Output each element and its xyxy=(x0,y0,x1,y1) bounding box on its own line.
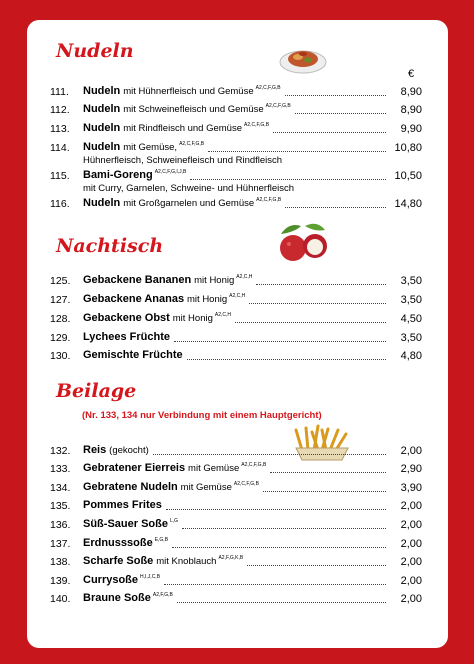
item-price: 2,00 xyxy=(400,445,422,457)
item-price: 9,90 xyxy=(400,123,422,135)
dot-leader xyxy=(182,528,386,529)
item-name: Braune Soße xyxy=(83,592,151,604)
dot-leader xyxy=(166,509,386,510)
dot-leader xyxy=(187,359,386,360)
menu-item xyxy=(50,535,422,553)
menu-item xyxy=(50,553,422,571)
menu-item xyxy=(50,291,422,309)
item-number: 139. xyxy=(50,575,71,587)
item-price: 4,80 xyxy=(400,350,422,362)
allergen-codes: H,I,J,C,B xyxy=(140,574,161,580)
allergen-codes: A2,C,F,G,B xyxy=(256,197,282,203)
item-name: Nudeln xyxy=(83,85,121,97)
item-description-line2: mit Curry, Garnelen, Schweine- und Hühnerfleisch xyxy=(83,183,295,194)
dot-leader xyxy=(256,284,386,285)
item-description: mit Großgarnelen und Gemüse xyxy=(123,198,255,209)
item-name: Gebackene Obst xyxy=(83,312,170,324)
beilage-note: (Nr. 133, 134 nur Verbindung mit einem Hauptgericht) xyxy=(82,410,322,421)
item-price: 10,80 xyxy=(394,142,422,154)
item-text xyxy=(83,293,245,305)
item-description: mit Schweinefleisch und Gemüse xyxy=(123,104,264,115)
allergen-codes: A2,C,F,G,B xyxy=(265,103,291,109)
item-price: 3,90 xyxy=(400,482,422,494)
item-price: 3,50 xyxy=(400,275,422,287)
menu-item xyxy=(50,120,422,138)
menu-item xyxy=(50,101,422,119)
item-text xyxy=(83,197,281,209)
item-number: 113. xyxy=(50,123,70,135)
item-number: 130. xyxy=(50,350,71,362)
item-name: Erdnusssoße xyxy=(83,537,153,549)
item-price: 2,00 xyxy=(400,519,422,531)
item-text xyxy=(83,169,186,181)
dot-leader xyxy=(273,132,386,133)
item-text xyxy=(83,537,168,549)
item-name: Nudeln xyxy=(83,197,121,209)
item-number: 111. xyxy=(50,86,69,98)
item-number: 112. xyxy=(50,104,70,116)
item-number: 132. xyxy=(50,445,71,457)
item-name: Pommes Frites xyxy=(83,499,162,511)
item-text xyxy=(83,481,259,493)
item-description: mit Honig xyxy=(187,294,228,305)
item-name: Nudeln xyxy=(83,103,121,115)
item-text xyxy=(83,349,183,361)
item-price: 2,00 xyxy=(400,575,422,587)
item-name: Gebratener Eierreis xyxy=(83,462,186,474)
item-description: mit Knoblauch xyxy=(156,556,217,567)
dot-leader xyxy=(285,207,386,208)
item-name: Gebackene Ananas xyxy=(83,293,185,305)
item-price: 4,50 xyxy=(400,313,422,325)
menu-item xyxy=(50,516,422,534)
dot-leader xyxy=(270,472,386,473)
allergen-codes: A2,F,G,K,B xyxy=(218,555,244,561)
section-title-nudeln: Nudeln xyxy=(56,40,134,62)
menu-item xyxy=(50,497,422,515)
item-price: 3,50 xyxy=(400,332,422,344)
item-text xyxy=(83,103,291,115)
menu-item xyxy=(50,272,422,290)
item-number: 127. xyxy=(50,294,71,306)
item-text xyxy=(83,592,173,604)
allergen-codes: A2,C,H xyxy=(229,293,246,299)
allergen-codes: A2,C,F,G,B xyxy=(233,481,259,487)
item-name: Currysoße xyxy=(83,574,139,586)
item-name: Gemischte Früchte xyxy=(83,349,183,361)
menu-item xyxy=(50,329,422,347)
item-price: 2,00 xyxy=(400,556,422,568)
menu-item xyxy=(50,310,422,328)
item-number: 133. xyxy=(50,463,71,475)
item-description: (gekocht) xyxy=(109,445,149,456)
item-number: 116. xyxy=(50,198,70,210)
menu-item xyxy=(50,347,422,365)
item-price: 10,50 xyxy=(394,170,422,182)
dot-leader xyxy=(285,95,386,96)
dot-leader xyxy=(247,565,386,566)
menu-item xyxy=(50,139,422,166)
dot-leader xyxy=(263,491,386,492)
item-price: 2,90 xyxy=(400,463,422,475)
menu-item xyxy=(50,442,422,460)
item-text xyxy=(83,462,266,474)
allergen-codes: L,G xyxy=(169,518,179,524)
item-name: Reis xyxy=(83,444,107,456)
item-description: mit Honig xyxy=(172,313,213,324)
item-number: 114. xyxy=(50,142,70,154)
allergen-codes: A2,C,F,G,B xyxy=(255,85,281,91)
item-description: mit Honig xyxy=(194,275,235,286)
lychee-icon xyxy=(275,220,333,264)
menu-item xyxy=(50,83,422,101)
item-number: 135. xyxy=(50,500,71,512)
item-number: 140. xyxy=(50,593,71,605)
allergen-codes: A2,F,G,B xyxy=(152,592,173,598)
item-text xyxy=(83,518,178,530)
item-description-line2: Hühnerfleisch, Schweinefleisch und Rindfleisch xyxy=(83,155,283,166)
dot-leader xyxy=(235,322,386,323)
dot-leader xyxy=(153,454,386,455)
allergen-codes: A2,C,F,G,B xyxy=(179,141,205,147)
item-description: mit Rindfleisch und Gemüse xyxy=(123,123,243,134)
dot-leader xyxy=(249,303,386,304)
item-number: 134. xyxy=(50,482,71,494)
item-price: 2,00 xyxy=(400,593,422,605)
menu-item xyxy=(50,167,422,194)
section-title-nachtisch: Nachtisch xyxy=(56,235,164,257)
allergen-codes: A2,C,H xyxy=(236,274,253,280)
item-name: Gebratene Nudeln xyxy=(83,481,178,493)
dot-leader xyxy=(177,602,386,603)
menu-item xyxy=(50,572,422,590)
item-name: Nudeln xyxy=(83,141,121,153)
item-description: mit Gemüse xyxy=(180,482,232,493)
item-text xyxy=(83,555,243,567)
dot-leader xyxy=(172,547,386,548)
item-number: 129. xyxy=(50,332,71,344)
item-text xyxy=(83,499,162,511)
item-price: 8,90 xyxy=(400,86,422,98)
currency-header: € xyxy=(408,68,415,80)
dot-leader xyxy=(164,584,386,585)
allergen-codes: A2,C,H xyxy=(214,312,231,318)
item-text xyxy=(83,444,149,456)
dot-leader xyxy=(190,179,386,180)
noodle-dish-icon xyxy=(278,42,328,76)
item-number: 115. xyxy=(50,170,70,182)
item-text xyxy=(83,331,170,343)
item-price: 3,50 xyxy=(400,294,422,306)
item-name: Süß-Sauer Soße xyxy=(83,518,168,530)
item-price: 2,00 xyxy=(400,538,422,550)
item-name: Scharfe Soße xyxy=(83,555,154,567)
item-name: Bami-Goreng xyxy=(83,169,153,181)
item-text xyxy=(83,574,160,586)
allergen-codes: A2,C,F,G,B xyxy=(244,122,270,128)
item-number: 138. xyxy=(50,556,71,568)
item-price: 14,80 xyxy=(394,198,422,210)
item-text xyxy=(83,85,281,97)
section-title-beilage: Beilage xyxy=(56,380,137,402)
item-description: mit Gemüse xyxy=(188,463,240,474)
menu-item xyxy=(50,590,422,608)
allergen-codes: A2,C,F,G,B xyxy=(241,462,267,468)
item-name: Lychees Früchte xyxy=(83,331,171,343)
item-number: 128. xyxy=(50,313,71,325)
item-text xyxy=(83,122,269,134)
item-text xyxy=(83,141,204,153)
item-number: 125. xyxy=(50,275,71,287)
menu-item xyxy=(50,479,422,497)
item-name: Nudeln xyxy=(83,122,121,134)
dot-leader xyxy=(174,341,386,342)
item-description: mit Hühnerfleisch und Gemüse xyxy=(123,86,254,97)
dot-leader xyxy=(208,151,386,152)
allergen-codes: A2,C,F,G,I,J,B xyxy=(154,169,187,175)
menu-item xyxy=(50,460,422,478)
menu-item xyxy=(50,195,422,213)
dot-leader xyxy=(295,113,386,114)
item-description: mit Gemüse, xyxy=(123,142,178,153)
item-name: Gebackene Bananen xyxy=(83,274,192,286)
item-number: 137. xyxy=(50,538,71,550)
item-price: 2,00 xyxy=(400,500,422,512)
item-text xyxy=(83,274,252,286)
item-number: 136. xyxy=(50,519,71,531)
item-text xyxy=(83,312,231,324)
allergen-codes: E,G,B xyxy=(154,537,169,543)
item-price: 8,90 xyxy=(400,104,422,116)
